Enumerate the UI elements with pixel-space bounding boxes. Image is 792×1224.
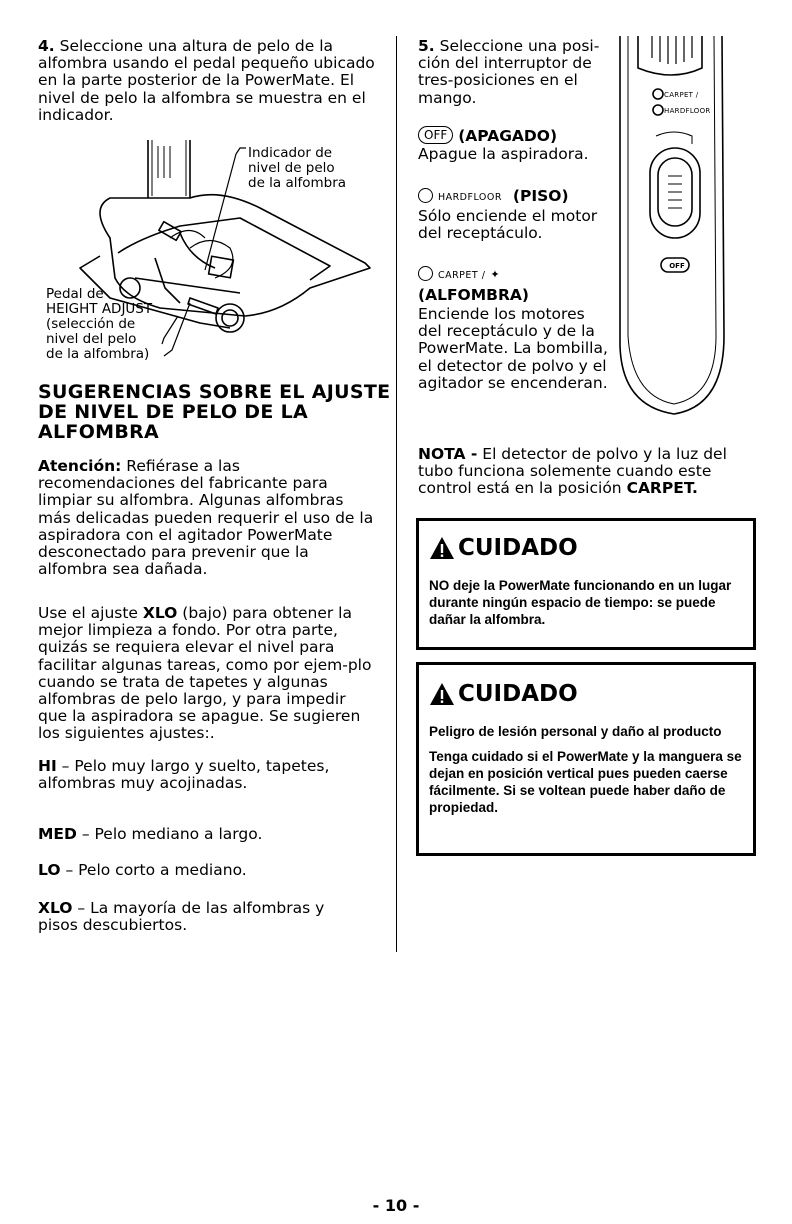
setting-hi: HI – Pelo muy largo y suelto, tapetes, alfombras muy acojinadas.: [38, 757, 330, 793]
hardfloor-option: HARDFLOOR (PISO) Sólo enciende el motor del receptáculo.: [418, 187, 598, 243]
off-option: OFF (APAGADO) Apague la aspiradora.: [418, 127, 589, 163]
carpet-switch-icon: [418, 266, 433, 281]
column-divider: [396, 36, 397, 952]
warning-icon: [429, 536, 455, 560]
handle-hardfloor-label: HARDFLOOR: [664, 107, 711, 115]
xlo-paragraph: Use el ajuste XLO (bajo) para obtener la mejor limpieza a fondo. Por otra parte, quizás se requiera elevar el nivel para facilitar algunas tareas, como por ejem-plo cuando se trata de tapetes y algunas alfombras de pelo largo, y para impedir que la aspiradora se apague. Se sugieren los siguientes ajustes:.: [38, 604, 372, 743]
caution-box-1: CUIDADO NO deje la PowerMate funcionando en un lugar durante ningún espacio de tiempo: se puede dañar la alfombra.: [416, 518, 756, 650]
setting-xlo: XLO – La mayoría de las alfombras y pisos descubiertos.: [38, 899, 325, 935]
page-number: - 10 -: [372, 1196, 420, 1215]
setting-med: MED – Pelo mediano a largo.: [38, 825, 263, 843]
step-4: 4. Seleccione una altura de pelo de la alfombra usando el pedal pequeño ubicado en la parte posterior de la PowerMate. El nivel de pelo la alfombra se muestra en el indicador.: [38, 37, 375, 124]
caution-box-2: CUIDADO Peligro de lesión personal y daño al producto Tenga cuidado si el PowerMate y la manguera se dejan en posición vertical pues pueden caerse fácilmente. Si se voltean puede haber daño de propiedad.: [416, 662, 756, 856]
pedal-label: Pedal de HEIGHT ADJUST (selección de nivel del pelo de la alfombra): [46, 286, 153, 362]
off-switch-icon: OFF: [418, 126, 453, 144]
section-heading: SUGERENCIAS SOBRE EL AJUSTE DE NIVEL DE PELO DE LA ALFOMBRA: [38, 381, 391, 443]
step-5: 5. Seleccione una posi-ción del interruptor de tres-posiciones en el mango.: [418, 37, 600, 107]
handle-carpet-label: CARPET /: [664, 91, 699, 99]
note-paragraph: NOTA - El detector de polvo y la luz del tubo funciona solemente cuando este control está en la posición CARPET.: [418, 445, 727, 498]
light-bulb-icon: ✦: [490, 268, 500, 281]
setting-lo: LO – Pelo corto a mediano.: [38, 861, 247, 879]
carpet-option: CARPET / ✦ (ALFOMBRA) Enciende los motores del receptáculo y de la PowerMate. La bombilla, el detector de polvo y el agitador se encenderan.: [418, 268, 608, 392]
attention-paragraph: Atención: Refiérase a las recomendaciones del fabricante para limpiar su alfombra. Algunas alfombras más delicadas pueden requerir el uso de la aspiradora con el agitador PowerMate desconectado para prevenir que la alfombra sea dañada.: [38, 457, 374, 579]
hardfloor-switch-icon: [418, 188, 433, 203]
warning-icon: [429, 682, 455, 706]
handle-off-label: OFF: [669, 262, 685, 270]
indicator-label: Indicador de nivel de pelo de la alfombra: [248, 145, 347, 191]
